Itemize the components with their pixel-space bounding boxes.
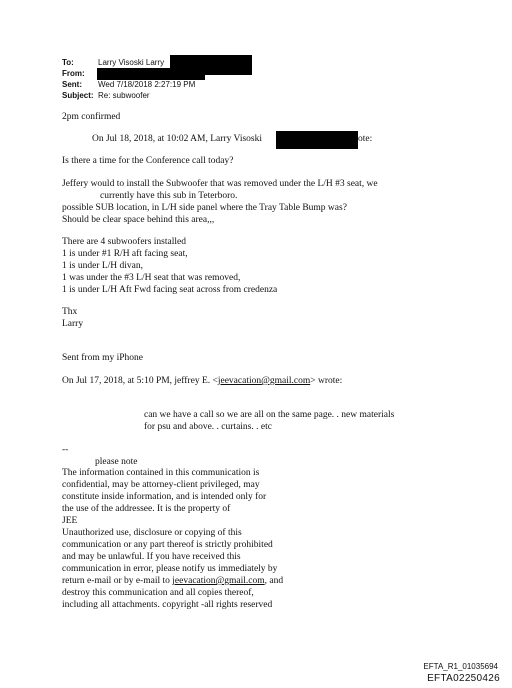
text-line: currently have this sub in Teterboro.	[100, 191, 238, 201]
quote1-line	[92, 134, 262, 146]
email-link[interactable]: jeevacation@gmail.com	[172, 576, 265, 586]
text-line: Should be clear space behind this area,,,	[62, 215, 215, 225]
quote2-prefix: On Jul 17, 2018, at 5:10 PM, jeffrey E. <	[62, 376, 218, 386]
text-line: 1 was under the #3 L/H seat that was removed,	[62, 273, 241, 283]
redaction-box	[97, 68, 205, 80]
to-value: Larry Visoski Larry	[98, 58, 165, 67]
text-line: including all attachments. copyright -all rights reserved	[62, 600, 273, 610]
text-line: destroy this communication and all copies thereof,	[62, 588, 254, 598]
bates-stamp: EFTA02250426	[427, 673, 500, 684]
text-line: for psu and above. . curtains. . etc	[144, 422, 272, 432]
signoff-name: Larry	[62, 319, 84, 329]
text-line	[62, 576, 283, 588]
sent-label: Sent:	[62, 80, 82, 89]
text-line: The information contained in this communication is	[62, 468, 260, 478]
text-line: 1 is under #1 R/H aft facing seat,	[62, 249, 188, 259]
text-line: Unauthorized use, disclosure or copying of this	[62, 528, 242, 538]
email-link[interactable]: jeevacation@gmail.com	[217, 376, 311, 386]
from-label: From:	[62, 69, 85, 78]
signoff-thx: Thx	[62, 307, 78, 317]
text-line: Jeffery would to install the Subwoofer that was removed under the L/H #3 seat, we	[62, 179, 378, 189]
sent-value: Wed 7/18/2018 2:27:19 PM	[98, 80, 196, 89]
text-line: can we have a call so we are all on the same page. . new materials	[144, 410, 395, 420]
text-line: confidential, may be attorney-client privileged, may	[62, 480, 260, 490]
separator-dashes: --	[62, 445, 69, 455]
quote2-line	[62, 376, 342, 388]
text-line: There are 4 subwoofers installed	[62, 237, 186, 247]
text-line: the use of the addressee. It is the property of	[62, 504, 231, 514]
text-line: JEE	[62, 516, 78, 526]
text-line: communication or any part thereof is strictly prohibited	[62, 540, 273, 550]
text-line: and may be unlawful. If you have received this	[62, 552, 241, 562]
disc-email-suffix: , and	[264, 576, 284, 586]
subject-label: Subject:	[62, 91, 94, 100]
question-line: Is there a time for the Conference call today?	[62, 156, 234, 166]
reply-line: 2pm confirmed	[62, 112, 121, 122]
bates-stamp-r1: EFTA_R1_01035694	[423, 662, 498, 671]
text-line: constitute inside information, and is intended only for	[62, 492, 267, 502]
text-line: 1 is under L/H divan,	[62, 261, 144, 271]
text-line: 1 is under L/H Aft Fwd facing seat across from credenza	[62, 285, 278, 295]
quote2-suffix: > wrote:	[310, 376, 343, 386]
please-note: please note	[95, 457, 138, 467]
redaction-box	[276, 131, 358, 149]
sent-from-line: Sent from my iPhone	[62, 353, 144, 363]
disc-email-prefix: return e-mail or by e-mail to	[62, 576, 173, 586]
text-line: communication in error, please notify us immediately by	[62, 564, 278, 574]
quote1-prefix: On Jul 18, 2018, at 10:02 AM, Larry Visoski	[92, 134, 262, 144]
to-label: To:	[62, 58, 74, 67]
text-line: possible SUB location, in L/H side panel where the Tray Table Bump was?	[62, 203, 347, 213]
quote1-suffix: ote:	[358, 134, 373, 144]
subject-value: Re: subwoofer	[98, 91, 150, 100]
